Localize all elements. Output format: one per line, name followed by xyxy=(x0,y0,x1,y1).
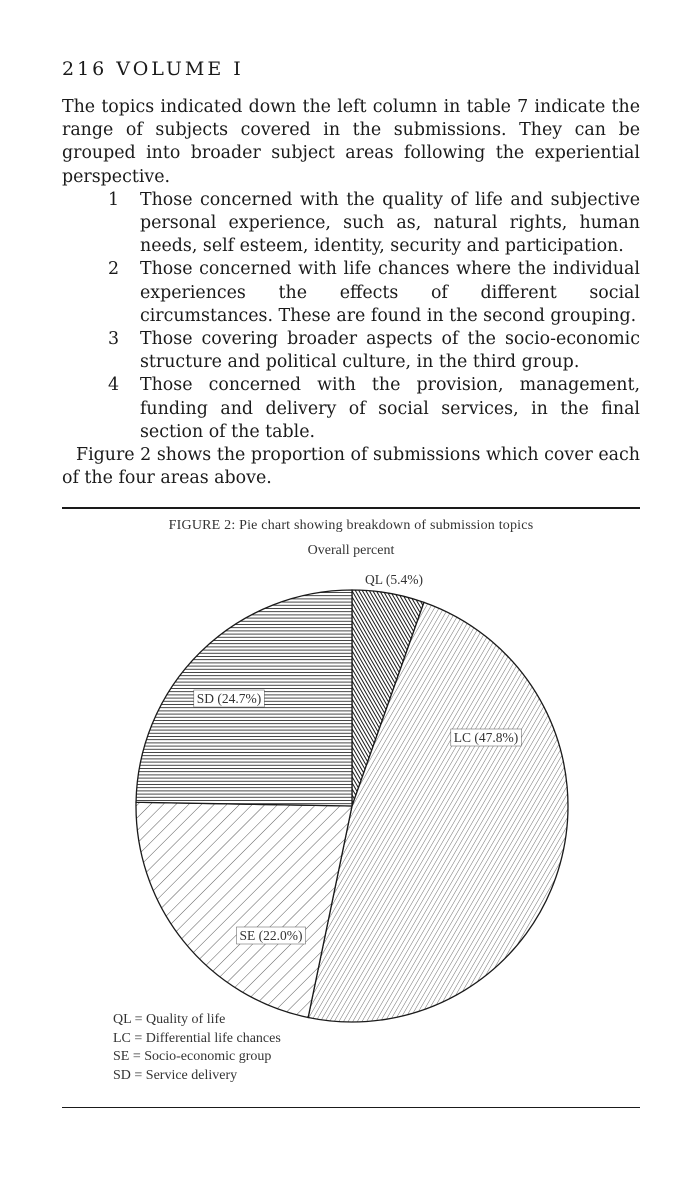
chart-legend xyxy=(113,1011,281,1085)
figure-subtitle: Overall percent xyxy=(307,543,395,558)
list-number: 1 xyxy=(108,189,120,210)
list-text: Those covering broader aspects of the socio-economic structure and political culture, in the third group. xyxy=(140,329,640,373)
list-number: 3 xyxy=(108,329,120,350)
list-number: 2 xyxy=(108,259,120,280)
list-text: Those concerned with life chances where the individual experiences the effects of different social circumstances. These are found in the second grouping. xyxy=(140,259,640,326)
running-head: 216 VOLUME I xyxy=(62,58,244,80)
legend-entry: QL = Quality of life xyxy=(113,1012,226,1027)
slice-label-sd: SD (24.7%) xyxy=(196,691,262,706)
figure-caption: FIGURE 2: Pie chart showing breakdown of submission topics xyxy=(168,518,534,533)
intro-paragraph: The topics indicated down the left column in table 7 indicate the range of subjects covered in the submissions. They can be grouped into broader subject areas following the experiential perspective. xyxy=(62,97,640,187)
legend-entry: LC = Differential life chances xyxy=(113,1030,281,1046)
slice-label-se: SE (22.0%) xyxy=(239,928,303,943)
list-text: Those concerned with the provision, management, funding and delivery of social services, in the final section of the table. xyxy=(140,375,640,442)
slice-label-lc: LC (47.8%) xyxy=(453,730,519,745)
list-text: Those concerned with the quality of life and subjective personal experience, such as, natural rights, human needs, self esteem, identity, security and participation. xyxy=(140,189,640,257)
closing-paragraph: Figure 2 shows the proportion of submissions which cover each of the four areas above. xyxy=(62,445,640,489)
legend-entry: SE = Socio-economic group xyxy=(113,1049,272,1064)
legend-entry: SD = Service delivery xyxy=(113,1067,238,1083)
slice-label-ql: QL (5.4%) xyxy=(365,572,423,587)
figure-bottom-rule xyxy=(62,1107,640,1108)
list-number: 4 xyxy=(108,375,120,396)
